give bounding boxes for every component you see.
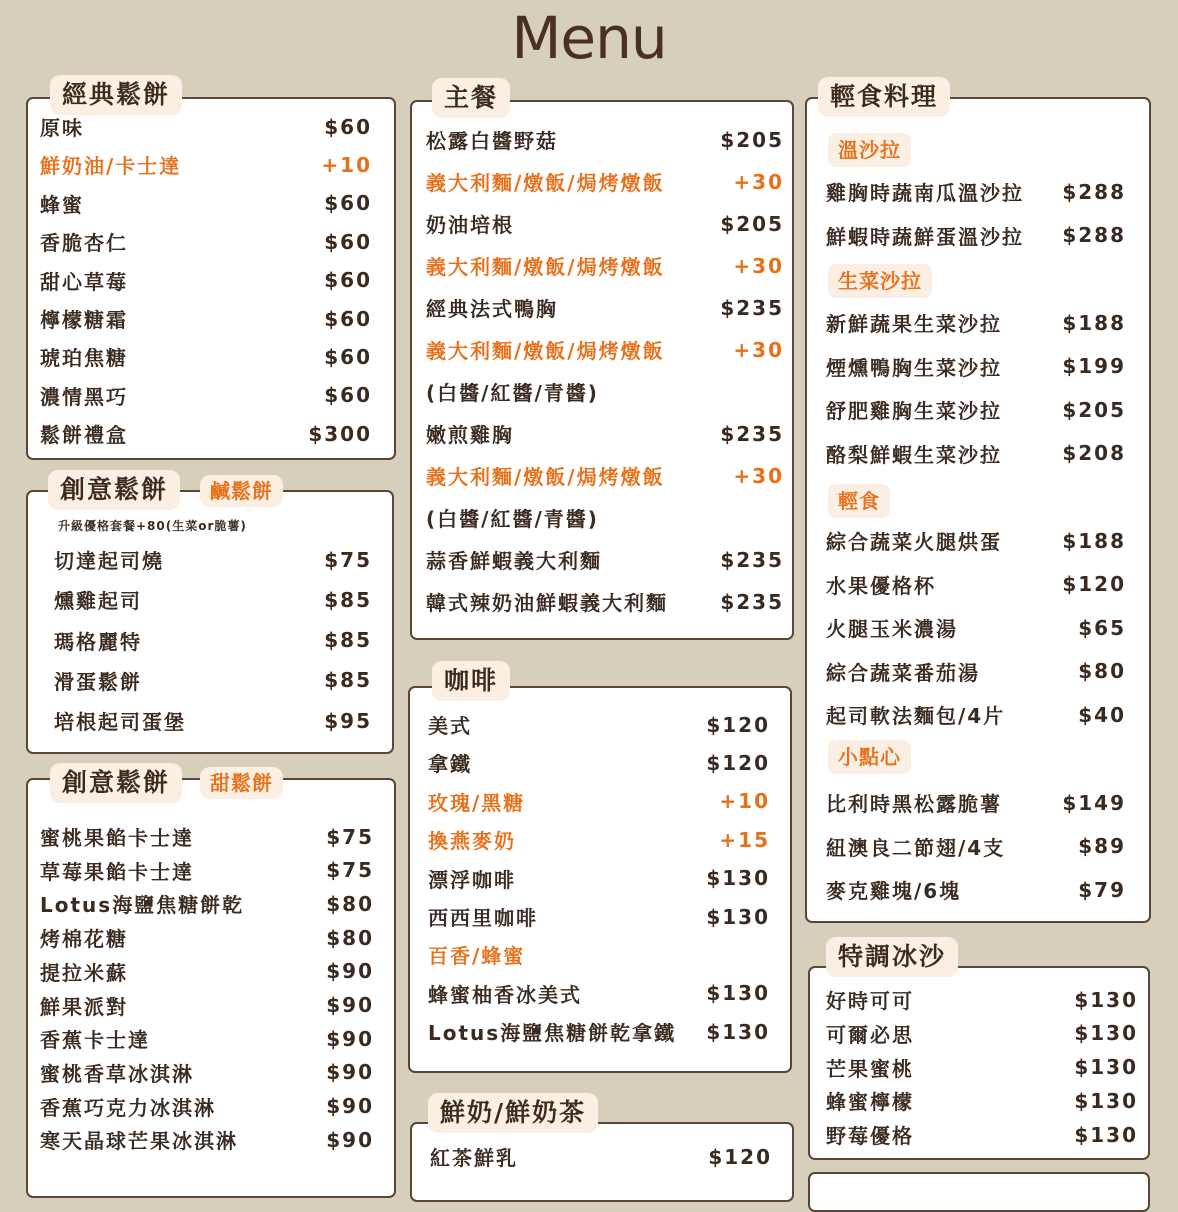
item-name: 比利時黑松露脆薯 <box>826 792 1002 816</box>
light-section-label: 小點心 <box>828 740 911 774</box>
menu-item-row <box>426 377 784 406</box>
item-name: 蒜香鮮蝦義大利麵 <box>426 549 602 573</box>
main-course-tag: 主餐 <box>432 78 510 118</box>
item-price: $130 <box>1074 1055 1138 1080</box>
item-name: 甜心草莓 <box>40 269 128 294</box>
item-price: $60 <box>324 191 372 216</box>
milk-tag: 鮮奶/鮮奶茶 <box>428 1093 598 1133</box>
menu-item-row <box>826 439 1126 468</box>
item-name: 舒肥雞胸生菜沙拉 <box>826 399 1002 424</box>
menu-item-row <box>428 787 770 816</box>
item-name: 切達起司燒 <box>54 549 164 573</box>
item-name: 鮮果派對 <box>40 994 128 1019</box>
item-price: $90 <box>326 1060 374 1085</box>
item-price: +10 <box>321 152 372 177</box>
item-name: 西西里咖啡 <box>428 906 538 930</box>
menu-item-row <box>40 1092 374 1121</box>
item-name: 綜合蔬菜番茄湯 <box>826 660 980 685</box>
light-section-label: 輕食 <box>828 484 890 518</box>
item-price: $130 <box>706 1019 770 1044</box>
menu-item-row <box>40 419 372 448</box>
upgrade-note: 升級優格套餐+80(生菜or脆薯) <box>58 519 247 533</box>
item-name: 美式 <box>428 714 472 738</box>
item-name: 野莓優格 <box>826 1124 914 1149</box>
savory-waffle-tag: 創意鬆餅 <box>48 470 180 510</box>
menu-item-row <box>40 991 374 1020</box>
menu-item-row <box>426 419 784 448</box>
item-name: 蜜桃香草冰淇淋 <box>40 1061 194 1086</box>
menu-item-row <box>826 700 1126 729</box>
item-name: 提拉米蘇 <box>40 960 128 985</box>
item-price: $130 <box>1074 1088 1138 1113</box>
item-price: $120 <box>706 712 770 737</box>
item-price: +30 <box>733 169 784 194</box>
menu-item-row <box>426 209 784 238</box>
item-name: 綜合蔬菜火腿烘蛋 <box>826 530 1002 554</box>
menu-item-row <box>426 167 784 196</box>
item-name: 拿鐵 <box>428 752 472 777</box>
menu-item-row <box>428 1017 770 1046</box>
item-price: $130 <box>1074 1122 1138 1147</box>
menu-item-row <box>428 902 770 931</box>
item-name: 嫩煎雞胸 <box>426 423 514 447</box>
light-section-label: 生菜沙拉 <box>828 264 932 298</box>
item-price: +30 <box>733 463 784 488</box>
item-price: $205 <box>720 211 784 236</box>
item-price: $89 <box>1078 834 1126 859</box>
menu-item-row <box>826 657 1126 686</box>
menu-item-row <box>40 957 374 986</box>
item-name: 百香/蜂蜜 <box>428 944 526 969</box>
menu-item-row <box>40 923 374 952</box>
menu-item-row <box>428 979 770 1008</box>
item-name: 寒天晶球芒果冰淇淋 <box>40 1129 238 1154</box>
menu-item-row <box>826 352 1126 381</box>
item-name: 酪梨鮮蝦生菜沙拉 <box>826 442 1002 467</box>
menu-item-row <box>40 304 372 333</box>
item-price: $208 <box>1062 441 1126 466</box>
item-name: 紅茶鮮乳 <box>430 1146 518 1170</box>
item-price: +15 <box>719 827 770 852</box>
item-price: $80 <box>326 925 374 950</box>
item-name: 芒果蜜桃 <box>826 1056 914 1081</box>
menu-item-row <box>826 832 1126 861</box>
item-name: (白醬/紅醬/青醬) <box>426 507 599 531</box>
item-name: 草莓果餡卡士達 <box>40 859 194 884</box>
menu-item-row <box>40 889 374 918</box>
item-name: 濃情黑巧 <box>40 384 128 409</box>
menu-item-row <box>54 706 372 735</box>
menu-item-row <box>430 1142 772 1171</box>
menu-item-row <box>426 545 784 574</box>
menu-item-row <box>826 985 1138 1014</box>
item-name: 烤棉花糖 <box>40 927 128 952</box>
menu-item-row <box>826 395 1126 424</box>
item-name: 義大利麵/燉飯/焗烤燉飯 <box>426 465 665 489</box>
item-price: +10 <box>719 789 770 814</box>
menu-item-row <box>426 125 784 154</box>
item-price: $188 <box>1062 528 1126 553</box>
menu-item-row <box>40 227 372 256</box>
menu-item-row <box>40 189 372 218</box>
menu-item-row <box>426 503 784 532</box>
menu-item-row <box>826 221 1126 250</box>
item-price: $130 <box>1074 987 1138 1012</box>
menu-item-row <box>826 177 1126 206</box>
item-name: 檸檬糖霜 <box>40 308 128 332</box>
menu-item-row <box>428 825 770 854</box>
light-meal-tag: 輕食料理 <box>818 77 950 117</box>
menu-item-row <box>426 293 784 322</box>
item-price: $120 <box>708 1144 772 1169</box>
slush-tag: 特調冰沙 <box>826 937 958 977</box>
light-section-label: 溫沙拉 <box>828 133 911 167</box>
item-name: 麥克雞塊/6塊 <box>826 879 962 904</box>
item-price: $288 <box>1062 179 1126 204</box>
item-price: +30 <box>733 337 784 362</box>
item-name: 漂浮咖啡 <box>428 867 516 892</box>
menu-item-row <box>40 150 372 179</box>
item-price: $85 <box>324 628 372 653</box>
item-price: $130 <box>706 981 770 1006</box>
item-name: 紐澳良二節翅/4支 <box>826 835 1006 860</box>
item-name: 義大利麵/燉飯/焗烤燉飯 <box>426 171 665 195</box>
menu-item-row <box>826 875 1126 904</box>
item-price: $300 <box>308 421 372 446</box>
item-price: $120 <box>706 750 770 775</box>
item-price: $85 <box>324 668 372 693</box>
item-name: 煙燻鴨胸生菜沙拉 <box>826 355 1002 380</box>
item-price: $80 <box>326 891 374 916</box>
menu-item-row <box>40 381 372 410</box>
item-price: $130 <box>1074 1021 1138 1046</box>
item-price: $130 <box>706 904 770 929</box>
menu-item-row <box>40 112 372 141</box>
item-name: 蜂蜜 <box>40 192 84 217</box>
menu-item-row <box>428 940 770 969</box>
menu-item-row <box>826 570 1126 599</box>
item-price: $205 <box>720 127 784 152</box>
item-price: $90 <box>326 1094 374 1119</box>
item-price: $75 <box>326 824 374 849</box>
item-price: $90 <box>326 993 374 1017</box>
item-name: 義大利麵/燉飯/焗烤燉飯 <box>426 339 665 363</box>
menu-item-row <box>54 626 372 655</box>
menu-item-row <box>40 1024 374 1053</box>
menu-item-row <box>826 526 1126 555</box>
item-name: 瑪格麗特 <box>54 629 142 654</box>
menu-item-row <box>40 342 372 371</box>
menu-item-row <box>826 1120 1138 1149</box>
item-name: 義大利麵/燉飯/焗烤燉飯 <box>426 255 665 279</box>
menu-item-row <box>40 1125 374 1154</box>
item-price: $90 <box>326 1026 374 1051</box>
menu-item-row <box>826 613 1126 642</box>
item-price: $79 <box>1078 877 1126 902</box>
sweet-waffle-tag: 創意鬆餅 <box>50 763 182 803</box>
item-price: $149 <box>1062 790 1126 815</box>
item-name: 鮮蝦時蔬鮮蛋溫沙拉 <box>826 224 1024 249</box>
item-name: 換燕麥奶 <box>428 829 516 854</box>
item-price: $120 <box>1062 572 1126 597</box>
menu-item-row <box>40 266 372 295</box>
item-name: 松露白醬野菇 <box>426 129 558 153</box>
menu-item-row <box>426 251 784 280</box>
item-name: 琥珀焦糖 <box>40 346 128 371</box>
item-name: 可爾必思 <box>826 1022 914 1047</box>
item-name: Lotus海鹽焦糖餅乾拿鐵 <box>428 1021 677 1046</box>
menu-item-row <box>54 545 372 574</box>
item-name: 原味 <box>40 116 84 140</box>
item-name: 韓式辣奶油鮮蝦義大利麵 <box>426 591 668 615</box>
item-price: $60 <box>324 114 372 139</box>
item-name: 火腿玉米濃湯 <box>826 617 958 642</box>
classic-waffle-tag: 經典鬆餅 <box>50 75 182 115</box>
item-price: $235 <box>720 547 784 572</box>
item-name: 香脆杏仁 <box>40 231 128 256</box>
item-price: $95 <box>324 708 372 733</box>
menu-item-row <box>40 822 374 851</box>
item-name: 香蕉卡士達 <box>40 1028 150 1053</box>
item-price: $80 <box>1078 659 1126 684</box>
menu-item-row <box>54 585 372 614</box>
item-name: (白醬/紅醬/青醬) <box>426 381 599 405</box>
item-name: 雞胸時蔬南瓜溫沙拉 <box>826 181 1024 205</box>
menu-item-row <box>826 1053 1138 1082</box>
sweet-subtag: 甜鬆餅 <box>200 767 283 799</box>
menu-item-row <box>40 856 374 885</box>
item-price: $235 <box>720 295 784 320</box>
item-price: $90 <box>326 1127 374 1152</box>
item-price: $60 <box>324 344 372 369</box>
item-price: $235 <box>720 589 784 614</box>
item-name: 鬆餅禮盒 <box>40 423 128 448</box>
item-price: $60 <box>324 268 372 293</box>
item-name: 培根起司蛋堡 <box>54 710 186 735</box>
item-name: Lotus海鹽焦糖餅乾 <box>40 893 245 918</box>
item-price: $288 <box>1062 223 1126 248</box>
item-price: $75 <box>324 547 372 572</box>
savory-subtag: 鹹鬆餅 <box>200 475 283 507</box>
menu-item-row <box>428 864 770 893</box>
menu-item-row <box>426 335 784 364</box>
item-name: 燻雞起司 <box>54 589 142 614</box>
item-price: $199 <box>1062 354 1126 379</box>
item-price: $75 <box>326 858 374 883</box>
item-name: 蜂蜜柚香冰美式 <box>428 982 582 1007</box>
menu-item-row <box>426 587 784 616</box>
menu-item-row <box>826 1086 1138 1115</box>
menu-item-row <box>40 1058 374 1087</box>
menu-item-row <box>826 1019 1138 1048</box>
item-price: $85 <box>324 587 372 612</box>
item-price: $65 <box>1078 615 1126 640</box>
item-price: $60 <box>324 383 372 408</box>
item-name: 起司軟法麵包/4片 <box>826 704 1006 729</box>
menu-item-row <box>826 788 1126 817</box>
item-name: 蜜桃果餡卡士達 <box>40 826 194 850</box>
item-price: $60 <box>324 229 372 254</box>
menu-item-row <box>426 461 784 490</box>
item-price: $235 <box>720 421 784 446</box>
menu-item-row <box>826 308 1126 337</box>
menu-item-row <box>428 710 770 739</box>
extra-panel <box>808 1172 1150 1212</box>
item-price: $40 <box>1078 702 1126 727</box>
coffee-tag: 咖啡 <box>432 661 510 701</box>
item-name: 香蕉巧克力冰淇淋 <box>40 1095 216 1120</box>
menu-title: Menu <box>511 4 667 72</box>
item-name: 滑蛋鬆餅 <box>54 669 142 694</box>
item-name: 蜂蜜檸檬 <box>826 1090 914 1115</box>
item-price: +30 <box>733 253 784 278</box>
menu-item-row <box>428 748 770 777</box>
item-name: 新鮮蔬果生菜沙拉 <box>826 312 1002 336</box>
item-price: $188 <box>1062 310 1126 335</box>
item-name: 奶油培根 <box>426 213 514 237</box>
item-name: 玫瑰/黑糖 <box>428 790 526 815</box>
item-name: 鮮奶油/卡士達 <box>40 154 182 179</box>
item-name: 好時可可 <box>826 989 914 1013</box>
item-name: 經典法式鴨胸 <box>426 297 558 321</box>
item-price: $130 <box>706 866 770 891</box>
item-price: $205 <box>1062 397 1126 422</box>
item-price: $90 <box>326 959 374 984</box>
item-price: $60 <box>324 306 372 331</box>
item-name: 水果優格杯 <box>826 573 936 598</box>
menu-item-row <box>54 666 372 695</box>
